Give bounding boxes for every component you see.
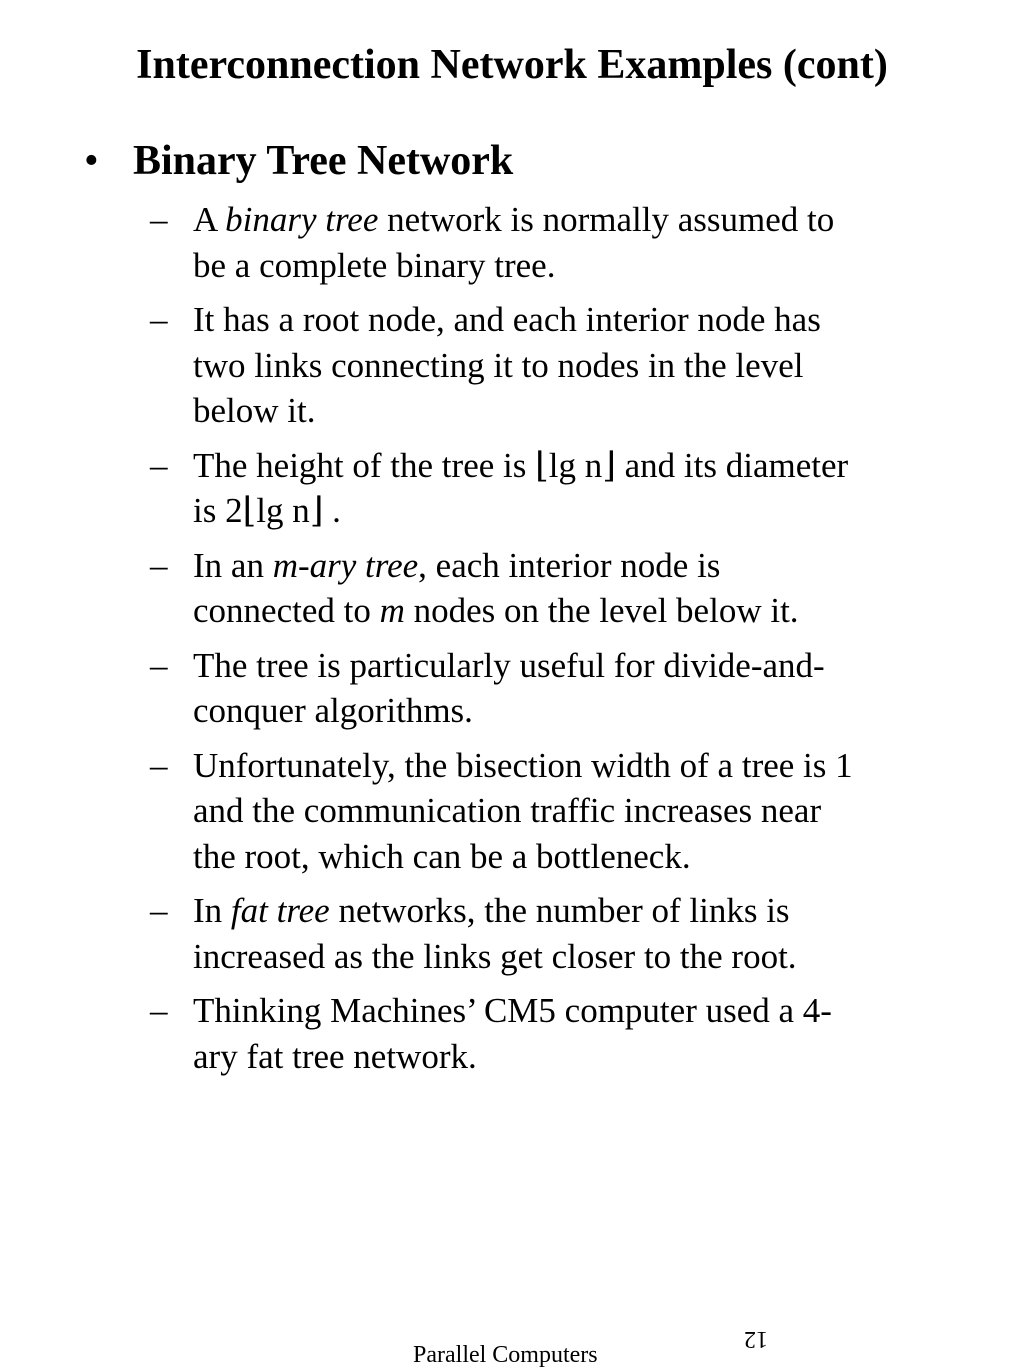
item-line: two links connecting it to nodes in the level: [193, 345, 804, 385]
item-line: be a complete binary tree.: [193, 245, 556, 285]
text-run: networks, the number of links is: [329, 891, 790, 930]
footer-text: Parallel Computers: [413, 1342, 598, 1368]
text-run: In an: [193, 545, 273, 585]
item-line: below it.: [193, 391, 316, 430]
text-run: connected to: [193, 591, 380, 630]
item-line: ary fat tree network.: [193, 1036, 477, 1076]
item-line: [193, 543, 940, 589]
slide-title: Interconnection Network Examples (cont): [136, 42, 888, 88]
text-run: nodes on the level below it.: [404, 591, 799, 630]
dash-marker: –: [150, 891, 168, 930]
item-line: is 2⌊lg n⌋ .: [193, 491, 341, 530]
list-item-cm5: [150, 988, 940, 1079]
item-line: [193, 888, 940, 934]
item-line: The tree is particularly useful for divide-and-: [193, 645, 825, 685]
dash-marker: –: [150, 200, 168, 239]
emphasized-term: binary tree: [225, 200, 379, 239]
item-line: [193, 197, 940, 243]
dash-marker: –: [150, 745, 168, 785]
item-line: Unfortunately, the bisection width of a tree is 1: [193, 745, 853, 785]
dash-marker: –: [150, 545, 168, 585]
item-line: the root, which can be a bottleneck.: [193, 836, 691, 876]
item-line: [193, 588, 940, 634]
text-run: In: [193, 891, 231, 930]
emphasized-term: fat tree: [230, 891, 330, 930]
section-heading: Binary Tree Network: [133, 138, 514, 184]
text-run: A: [193, 200, 226, 239]
emphasized-term: m: [379, 591, 405, 630]
dash-marker: –: [150, 300, 168, 339]
item-line: conquer algorithms.: [193, 691, 473, 730]
item-line: and the communication traffic increases near: [193, 791, 822, 830]
emphasized-term: m-ary tree: [272, 545, 419, 585]
list-item-fat-tree: [150, 888, 940, 979]
page-number: 12: [744, 1326, 768, 1352]
item-line: increased as the links get closer to the root.: [193, 936, 797, 976]
item-line: Thinking Machines’ CM5 computer used a 4-: [193, 991, 832, 1030]
text-run: network is normally assumed to: [378, 200, 835, 239]
text-run: , each interior node is: [418, 545, 721, 585]
list-item-root-node: [150, 297, 940, 434]
item-line: The height of the tree is ⌊lg n⌋ and its diameter: [193, 445, 849, 485]
list-item-m-ary-tree: [150, 543, 940, 634]
dash-marker: –: [150, 445, 168, 485]
sub-bullet-list: [150, 197, 940, 1088]
item-line: It has a root node, and each interior node has: [193, 300, 821, 339]
list-item-binary-tree-definition: [150, 197, 940, 288]
list-item-bisection-width: [150, 743, 940, 880]
dash-marker: –: [150, 991, 168, 1030]
list-item-divide-and-conquer: [150, 643, 940, 734]
bullet-marker: •: [84, 138, 99, 184]
list-item-tree-height: [150, 443, 940, 534]
dash-marker: –: [150, 645, 168, 685]
